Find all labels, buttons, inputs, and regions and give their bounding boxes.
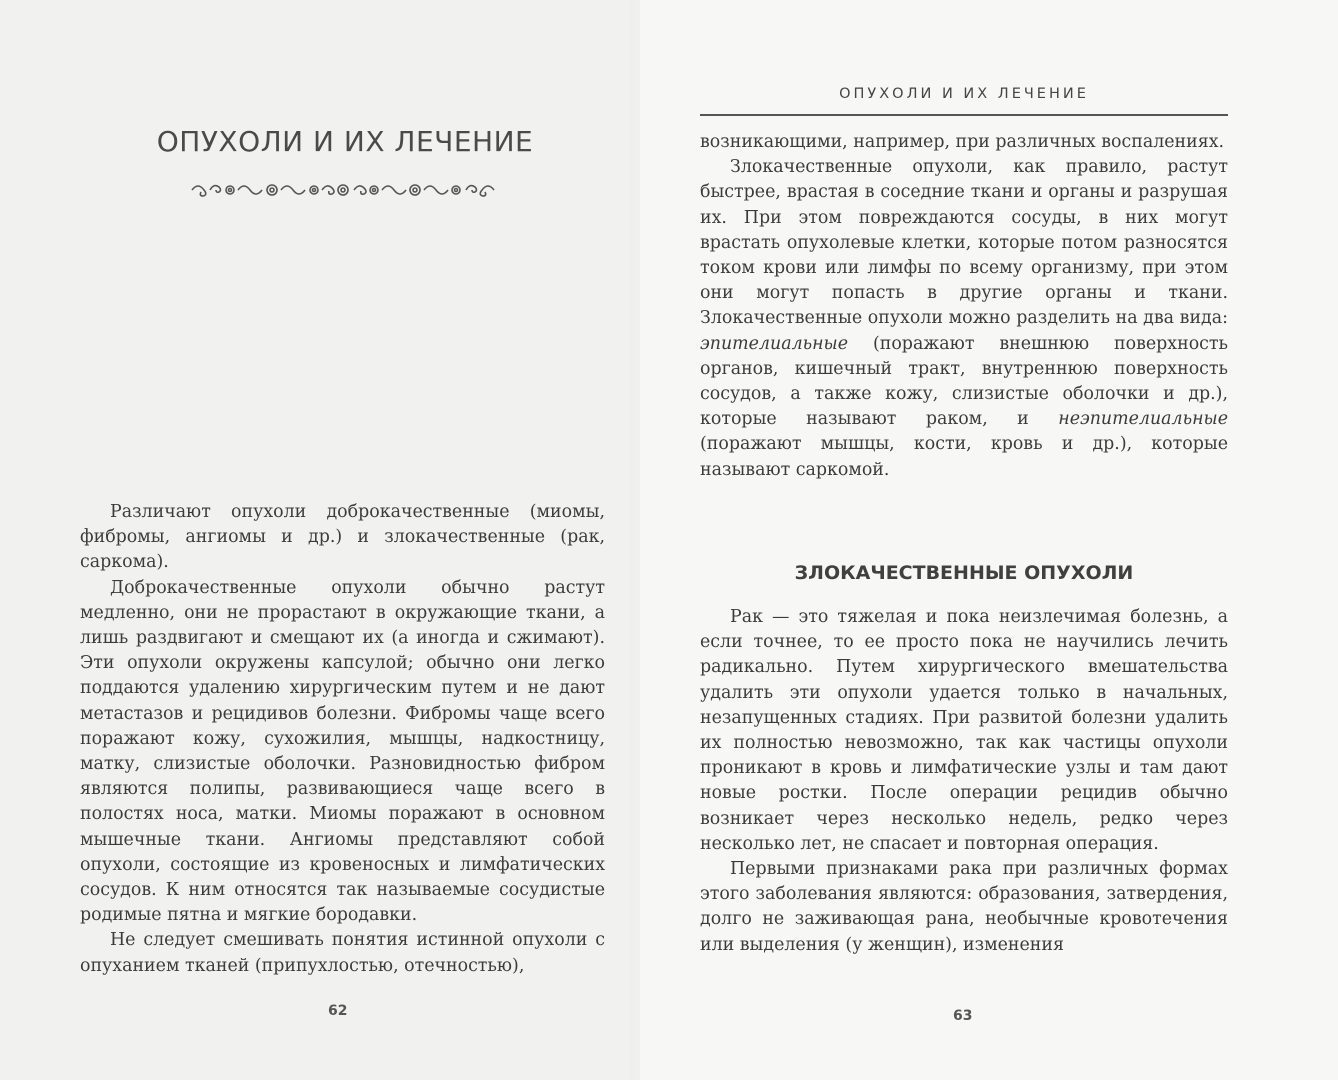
ornament-divider-icon (188, 176, 498, 204)
chapter-title: ОПУХОЛИ И ИХ ЛЕЧЕНИЕ (156, 125, 534, 158)
left-body-text (80, 500, 605, 979)
page-number-left: 62 (328, 1003, 348, 1019)
paragraph: Первыми признаками рака при различных формах этого заболевания являются: образования, затвердения, долго не заживающая рана, необычные кровотечения или выделения (у женщин), изменения (700, 859, 1228, 955)
left-page (0, 0, 640, 1080)
term-nonepithelial: неэпителиальные (1058, 409, 1228, 430)
paragraph: Не следует смешивать понятия истинной опухоли с опуханием тканей (припухлостью, отечностью), (80, 930, 605, 976)
paragraph: Доброкачественные опухоли обычно растут медленно, они не прорастают в окружающие ткани, а лишь раздвигают и смещают их (а иногда и сжимают). Эти опухоли окружены капсулой; обычно они легко поддаются удалению хирургическим путем и не дают метастазов и рецидивов болезни. Фибромы чаще всего поражают кожу, сухожилия, мышцы, надкостницу, матку, слизистые оболочки. Разновидностью фибром являются полипы, развивающиеся чаще всего в полостях носа, матки. Миомы поражают в основном мышечные ткани. Ангиомы представляют собой опухоли, состоящие из кровеносных и лимфатических сосудов. К ним относятся так называемые сосудистые родимые пятна и мягкие бородавки. (80, 577, 605, 926)
continuation-paragraph: возникающими, например, при различных воспалениях. (700, 132, 1225, 152)
paragraph: Рак — это тяжелая и пока неизлечимая болезнь, а если точнее, то ее просто пока не научились лечить радикально. Путем хирургического вмешательства удалить эти опухоли удается только в начальных, незапущенных стадиях. При развитой болезни удалить их полностью невозможно, так как частицы опухоли проникают в кровь и лимфатические узлы и там дают новые ростки. После операции рецидив обычно возникает через несколько недель, редко через несколько лет, не спасает и повторная операция. (700, 607, 1228, 854)
right-body-text (700, 130, 1228, 483)
page-number-right: 63 (953, 1008, 973, 1024)
paragraph: Различают опухоли доброкачественные (миомы, фибромы, ангиомы и др.) и злокачественные (рак, саркома). (80, 502, 605, 573)
header-rule (700, 114, 1228, 116)
paragraph: Злокачественные опухоли, как правило, растут быстрее, врастая в соседние ткани и органы и разрушая их. При этом повреждаются сосуды, в них могут врастать опухолевые клетки, которые потом разносятся током крови или лимфы по всему организму, при этом они могут попасть в другие органы и ткани. Злокачественные опухоли можно разделить на два вида: эпителиальные (поражают внешнюю поверхность органов, кишечный тракт, внутреннюю поверхность сосудов, а также кожу, слизистые оболочки и др.), которые называют раком, и неэпителиальные (поражают мышцы, кости, кровь и др.), которые называют саркомой. (700, 157, 1228, 480)
running-head: ОПУХОЛИ И ИХ ЛЕЧЕНИЕ (839, 86, 1089, 102)
section-title: ЗЛОКАЧЕСТВЕННЫЕ ОПУХОЛИ (794, 562, 1134, 584)
term-epithelial: эпителиальные (700, 333, 849, 354)
section-body-text (700, 605, 1228, 958)
